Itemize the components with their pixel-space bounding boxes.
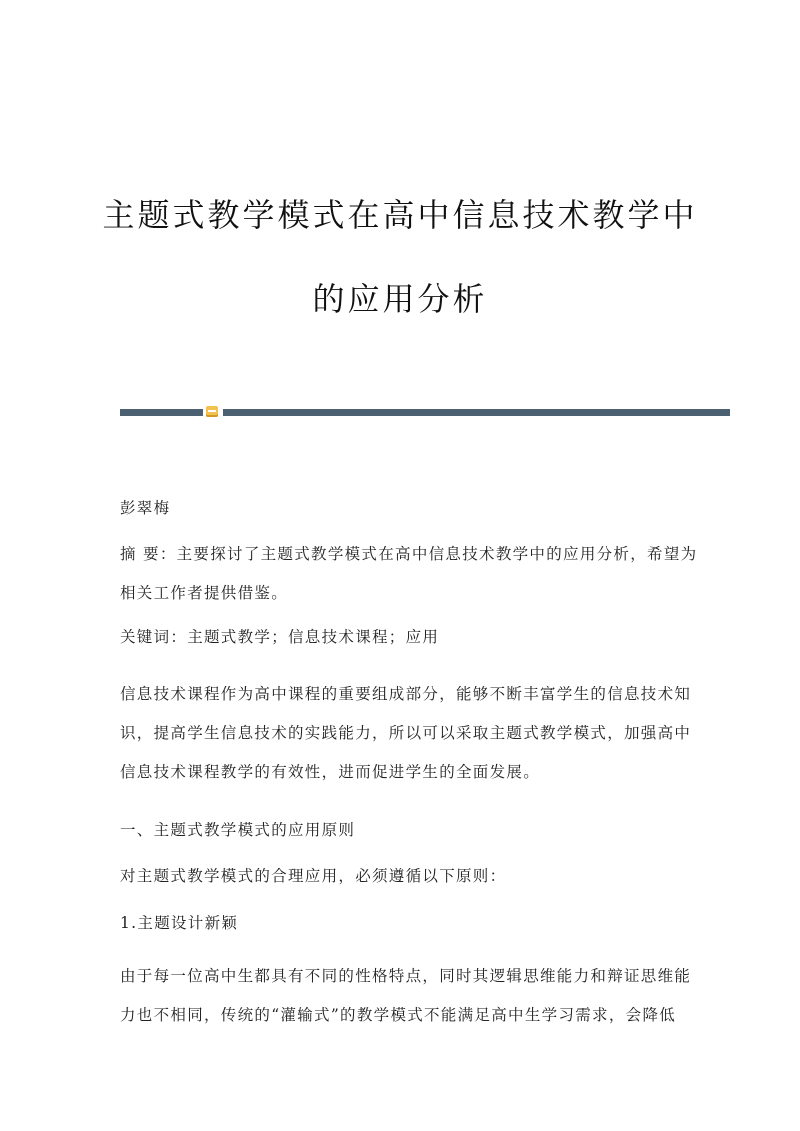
divider-bar-right [223, 409, 730, 416]
body-line: 力也不相同，传统的“灌输式”的教学模式不能满足高中生学习需求，会降低 [120, 1006, 677, 1024]
keywords-paragraph [120, 618, 690, 657]
body-line: 由于每一位高中生都具有不同的性格特点，同时其逻辑思维能力和辩证思维能 [120, 967, 692, 985]
subsection-heading [120, 904, 690, 943]
principle-intro-text: 对主题式教学模式的合理应用，必须遵循以下原则： [120, 867, 507, 885]
author-name [120, 489, 690, 528]
intro-line: 识，提高学生信息技术的实践能力，所以可以采取主题式教学模式，加强高中 [120, 724, 692, 742]
divider-bar-left [120, 409, 203, 416]
section-heading [120, 811, 690, 850]
principle-intro-paragraph [120, 857, 690, 896]
body-paragraph [120, 957, 690, 1035]
author-text: 彭翠梅 [120, 499, 171, 517]
subsection-heading-text: 1.主题设计新颖 [120, 914, 239, 932]
document-title-line-2: 的应用分析 [312, 280, 488, 318]
title-divider [120, 409, 730, 417]
intro-line: 信息技术课程教学的有效性，进而促进学生的全面发展。 [120, 763, 541, 781]
keywords-text: 关键词：主题式教学；信息技术课程；应用 [120, 628, 440, 646]
intro-paragraph [120, 675, 690, 792]
abstract-line: 摘 要：主要探讨了主题式教学模式在高中信息技术教学中的应用分析，希望为 [120, 545, 698, 563]
document-title-line-1: 主题式教学模式在高中信息技术教学中 [102, 196, 698, 234]
abstract-line: 相关工作者提供借鉴。 [120, 584, 289, 602]
divider-badge-icon [206, 406, 218, 417]
intro-line: 信息技术课程作为高中课程的重要组成部分，能够不断丰富学生的信息技术知 [120, 685, 692, 703]
abstract-paragraph [120, 535, 698, 613]
section-heading-text: 一、主题式教学模式的应用原则 [120, 821, 356, 839]
